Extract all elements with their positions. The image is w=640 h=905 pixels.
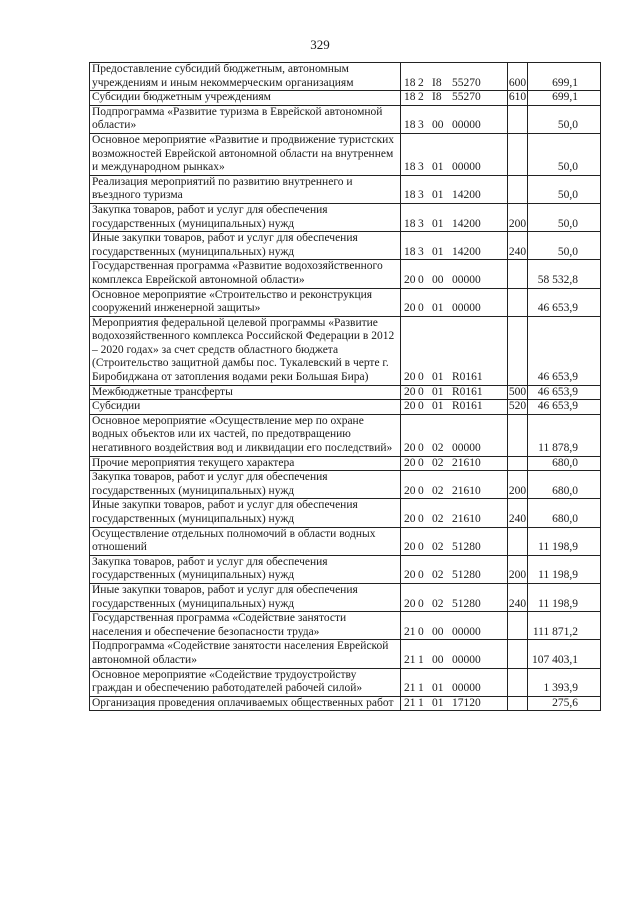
row-expense-type [508, 456, 528, 471]
code-part-c1: 20 [404, 456, 416, 469]
code-part-c2: 0 [418, 302, 424, 315]
code-part-c4: 21610 [452, 484, 481, 497]
row-amount: 46 653,9 [528, 400, 601, 415]
table-row [90, 175, 601, 203]
row-code [401, 414, 508, 456]
row-name: Закупка товаров, работ и услуг для обеспечения государственных (муниципальных) нужд [90, 471, 401, 499]
code-part-c4: 51280 [452, 597, 481, 610]
code-part-c3: 01 [432, 189, 444, 202]
table-row [90, 203, 601, 231]
code-part-c1: 20 [404, 541, 416, 554]
row-amount: 699,1 [528, 91, 601, 106]
code-part-c2: 0 [418, 400, 424, 413]
row-expense-type: 200 [508, 555, 528, 583]
table-row [90, 288, 601, 316]
table-row [90, 612, 601, 640]
row-code [401, 555, 508, 583]
row-expense-type: 200 [508, 203, 528, 231]
code-part-c1: 20 [404, 371, 416, 384]
row-code [401, 288, 508, 316]
code-part-c4: 00000 [452, 273, 481, 286]
code-part-c2: 0 [418, 569, 424, 582]
row-amount: 275,6 [528, 696, 601, 711]
code-part-c1: 20 [404, 484, 416, 497]
row-amount: 680,0 [528, 456, 601, 471]
row-name: Мероприятия федеральной целевой программы «Развитие водохозяйственного комплекса Российской Федерации в 2012 – 2020 годах» за счет средств областного бюджета (Строительство защитной дамбы пос. Тукалевский в черте г. Биробиджана от затопления водами реки Большая Бира) [90, 316, 401, 385]
row-code [401, 527, 508, 555]
code-part-c1: 21 [404, 696, 416, 709]
code-part-c1: 20 [404, 385, 416, 398]
table-row [90, 385, 601, 400]
table-row [90, 696, 601, 711]
code-part-c1: 20 [404, 442, 416, 455]
code-part-c2: 3 [418, 245, 424, 258]
row-name: Прочие мероприятия текущего характера [90, 456, 401, 471]
row-name: Субсидии бюджетным учреждениям [90, 91, 401, 106]
code-part-c2: 0 [418, 456, 424, 469]
code-part-c2: 0 [418, 385, 424, 398]
code-part-c4: 00000 [452, 682, 481, 695]
code-part-c4: 17120 [452, 696, 481, 709]
row-amount: 58 532,8 [528, 260, 601, 288]
code-part-c1: 21 [404, 682, 416, 695]
code-part-c1: 21 [404, 653, 416, 666]
code-part-c1: 18 [404, 217, 416, 230]
code-part-c3: 01 [432, 696, 444, 709]
row-code [401, 63, 508, 91]
row-expense-type [508, 640, 528, 668]
code-part-c4: 00000 [452, 119, 481, 132]
row-expense-type [508, 288, 528, 316]
code-part-c1: 20 [404, 569, 416, 582]
code-part-c4: 51280 [452, 569, 481, 582]
row-name: Подпрограмма «Содействие занятости населения Еврейской автономной области» [90, 640, 401, 668]
code-part-c2: 0 [418, 442, 424, 455]
row-amount: 46 653,9 [528, 385, 601, 400]
row-expense-type [508, 316, 528, 385]
budget-table [89, 62, 601, 711]
row-name: Основное мероприятие «Строительство и реконструкция сооружений инженерной защиты» [90, 288, 401, 316]
code-part-c4: 14200 [452, 245, 481, 258]
row-name: Иные закупки товаров, работ и услуг для обеспечения государственных (муниципальных) нужд [90, 232, 401, 260]
code-part-c4: 55270 [452, 91, 481, 104]
row-code [401, 471, 508, 499]
row-code [401, 260, 508, 288]
code-part-c2: 0 [418, 484, 424, 497]
row-expense-type: 240 [508, 499, 528, 527]
code-part-c3: 02 [432, 456, 444, 469]
code-part-c1: 20 [404, 273, 416, 286]
row-name: Основное мероприятие «Развитие и продвижение туристских возможностей Еврейской автономной области на внутреннем и международном рынках» [90, 133, 401, 175]
row-code [401, 91, 508, 106]
row-expense-type: 600 [508, 63, 528, 91]
table-row [90, 260, 601, 288]
code-part-c1: 18 [404, 161, 416, 174]
row-code [401, 696, 508, 711]
row-expense-type [508, 175, 528, 203]
row-expense-type: 200 [508, 471, 528, 499]
row-expense-type: 240 [508, 232, 528, 260]
table-row [90, 456, 601, 471]
row-name: Государственная программа «Развитие водохозяйственного комплекса Еврейской автономной области» [90, 260, 401, 288]
code-part-c4: 00000 [452, 625, 481, 638]
row-code [401, 583, 508, 611]
code-part-c3: 01 [432, 161, 444, 174]
row-code [401, 400, 508, 415]
row-expense-type [508, 260, 528, 288]
row-amount: 107 403,1 [528, 640, 601, 668]
row-code [401, 105, 508, 133]
table-row [90, 316, 601, 385]
table-row [90, 133, 601, 175]
code-part-c4: 00000 [452, 302, 481, 315]
row-code [401, 175, 508, 203]
row-amount: 11 878,9 [528, 414, 601, 456]
row-name: Иные закупки товаров, работ и услуг для обеспечения государственных (муниципальных) нужд [90, 583, 401, 611]
table-row [90, 583, 601, 611]
row-name: Подпрограмма «Развитие туризма в Еврейской автономной области» [90, 105, 401, 133]
row-expense-type: 240 [508, 583, 528, 611]
table-row [90, 471, 601, 499]
code-part-c4: 55270 [452, 76, 481, 89]
code-part-c1: 20 [404, 513, 416, 525]
row-code [401, 668, 508, 696]
code-part-c2: 1 [418, 682, 424, 695]
code-part-c1: 20 [404, 597, 416, 610]
code-part-c3: 01 [432, 400, 444, 413]
code-part-c2: 0 [418, 371, 424, 384]
row-code [401, 612, 508, 640]
code-part-c1: 21 [404, 625, 416, 638]
row-name: Закупка товаров, работ и услуг для обеспечения государственных (муниципальных) нужд [90, 555, 401, 583]
code-part-c1: 20 [404, 400, 416, 413]
code-part-c3: 02 [432, 569, 444, 582]
row-expense-type: 610 [508, 91, 528, 106]
code-part-c3: 00 [432, 625, 444, 638]
row-name: Организация проведения оплачиваемых общественных работ [90, 696, 401, 711]
code-part-c1: 18 [404, 119, 416, 132]
row-expense-type [508, 527, 528, 555]
row-expense-type: 520 [508, 400, 528, 415]
row-name: Осуществление отдельных полномочий в области водных отношений [90, 527, 401, 555]
table-row [90, 527, 601, 555]
row-expense-type: 500 [508, 385, 528, 400]
row-amount: 46 653,9 [528, 316, 601, 385]
row-amount: 46 653,9 [528, 288, 601, 316]
row-expense-type [508, 612, 528, 640]
code-part-c2: 3 [418, 189, 424, 202]
row-amount: 50,0 [528, 203, 601, 231]
code-part-c3: 01 [432, 302, 444, 315]
code-part-c1: 18 [404, 189, 416, 202]
code-part-c3: 00 [432, 273, 444, 286]
table-row [90, 499, 601, 527]
row-code [401, 640, 508, 668]
budget-table-body [90, 63, 601, 711]
code-part-c4: 21610 [452, 456, 481, 469]
row-amount: 50,0 [528, 175, 601, 203]
code-part-c3: I8 [432, 76, 442, 89]
row-code [401, 203, 508, 231]
row-name: Субсидии [90, 400, 401, 415]
row-name: Межбюджетные трансферты [90, 385, 401, 400]
row-amount: 50,0 [528, 133, 601, 175]
code-part-c4: 00000 [452, 442, 481, 455]
row-expense-type [508, 414, 528, 456]
code-part-c2: 0 [418, 597, 424, 610]
code-part-c3: 02 [432, 513, 444, 525]
row-amount: 111 871,2 [528, 612, 601, 640]
row-name: Основное мероприятие «Осуществление мер по охране водных объектов или их частей, по предотвращению негативного воздействия вод и ликвидации его последствий» [90, 414, 401, 456]
row-amount: 1 393,9 [528, 668, 601, 696]
code-part-c3: 01 [432, 217, 444, 230]
code-part-c3: 01 [432, 371, 444, 384]
code-part-c1: 18 [404, 91, 416, 104]
row-amount: 11 198,9 [528, 527, 601, 555]
row-expense-type [508, 105, 528, 133]
row-name: Государственная программа «Содействие занятости населения и обеспечение безопасности труда» [90, 612, 401, 640]
row-name: Реализация мероприятий по развитию внутреннего и въездного туризма [90, 175, 401, 203]
code-part-c2: 2 [418, 91, 424, 104]
row-amount: 11 198,9 [528, 583, 601, 611]
row-name: Основное мероприятие «Содействие трудоустройству граждан и обеспечению работодателей рабочей силой» [90, 668, 401, 696]
row-amount: 680,0 [528, 499, 601, 527]
code-part-c2: 3 [418, 161, 424, 174]
code-part-c4: 14200 [452, 217, 481, 230]
code-part-c2: 0 [418, 625, 424, 638]
row-code [401, 456, 508, 471]
code-part-c3: 02 [432, 597, 444, 610]
code-part-c3: 01 [432, 682, 444, 695]
code-part-c3: 02 [432, 541, 444, 554]
code-part-c1: 18 [404, 245, 416, 258]
row-name: Иные закупки товаров, работ и услуг для обеспечения государственных (муниципальных) нужд [90, 499, 401, 527]
page-number: 329 [310, 37, 330, 52]
table-row [90, 668, 601, 696]
row-expense-type [508, 668, 528, 696]
row-name: Предоставление субсидий бюджетным, автономным учреждениям и иным некоммерческим организациям [90, 63, 401, 91]
row-code [401, 133, 508, 175]
code-part-c3: 02 [432, 484, 444, 497]
table-row [90, 91, 601, 106]
code-part-c4: R0161 [452, 385, 483, 398]
code-part-c2: 3 [418, 217, 424, 230]
code-part-c4: R0161 [452, 371, 483, 384]
code-part-c3: 01 [432, 245, 444, 258]
row-amount: 50,0 [528, 232, 601, 260]
table-row [90, 414, 601, 456]
row-expense-type [508, 133, 528, 175]
code-part-c4: 14200 [452, 189, 481, 202]
row-amount: 699,1 [528, 63, 601, 91]
row-code [401, 232, 508, 260]
row-amount: 50,0 [528, 105, 601, 133]
code-part-c1: 18 [404, 76, 416, 89]
code-part-c2: 0 [418, 513, 424, 525]
code-part-c2: 2 [418, 76, 424, 89]
table-row [90, 400, 601, 415]
code-part-c2: 1 [418, 696, 424, 709]
code-part-c2: 0 [418, 541, 424, 554]
table-row [90, 555, 601, 583]
code-part-c4: 51280 [452, 541, 481, 554]
row-amount: 680,0 [528, 471, 601, 499]
row-amount: 11 198,9 [528, 555, 601, 583]
row-code [401, 385, 508, 400]
table-row [90, 640, 601, 668]
row-code [401, 499, 508, 527]
code-part-c2: 0 [418, 273, 424, 286]
code-part-c3: 00 [432, 653, 444, 666]
code-part-c4: R0161 [452, 400, 483, 413]
code-part-c4: 00000 [452, 161, 481, 174]
code-part-c2: 3 [418, 119, 424, 132]
table-row [90, 105, 601, 133]
code-part-c1: 20 [404, 302, 416, 315]
code-part-c2: 1 [418, 653, 424, 666]
row-code [401, 316, 508, 385]
code-part-c4: 21610 [452, 513, 481, 525]
code-part-c3: I8 [432, 91, 442, 104]
code-part-c3: 01 [432, 385, 444, 398]
row-name: Закупка товаров, работ и услуг для обеспечения государственных (муниципальных) нужд [90, 203, 401, 231]
table-row [90, 63, 601, 91]
table-row [90, 232, 601, 260]
code-part-c3: 00 [432, 119, 444, 132]
code-part-c4: 00000 [452, 653, 481, 666]
code-part-c3: 02 [432, 442, 444, 455]
row-expense-type [508, 696, 528, 711]
